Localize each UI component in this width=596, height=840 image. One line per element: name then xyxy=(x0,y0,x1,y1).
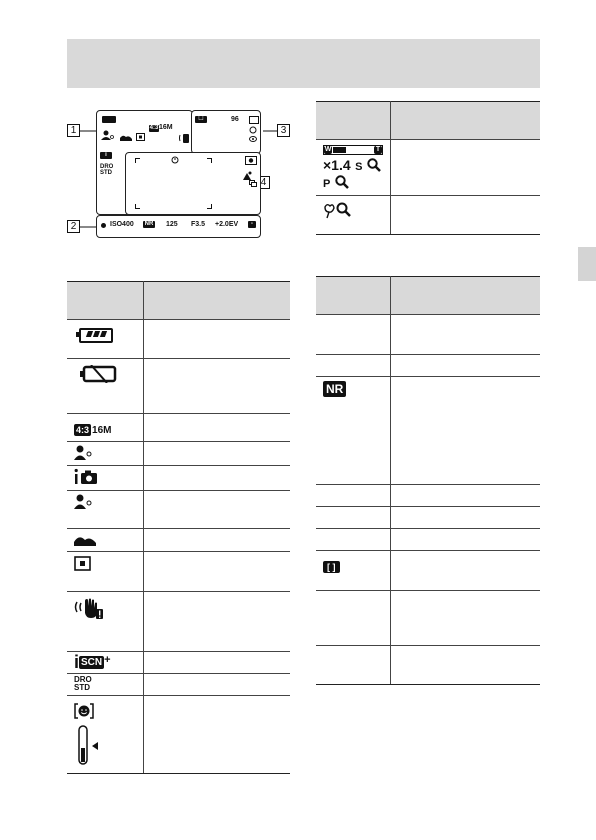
af-corner-tl xyxy=(135,158,140,163)
table-row xyxy=(316,507,540,529)
magnifier-icon xyxy=(367,158,381,172)
callout-4: 4 xyxy=(257,176,270,189)
zoom-bar xyxy=(323,145,383,155)
callout-3: 3 xyxy=(277,124,290,137)
lcd-dro-label: DRO xyxy=(100,164,114,170)
lcd-aspect-badge: 4:3 xyxy=(149,125,159,131)
lcd-iscn-icon: i xyxy=(100,152,112,159)
zoom-ratio: ×1.4 xyxy=(323,157,351,173)
left-indicator-table xyxy=(67,281,290,774)
lcd-focus-dot-icon xyxy=(101,223,106,228)
lcd-smile-icon xyxy=(245,156,257,168)
table-row xyxy=(316,646,540,685)
table-row xyxy=(316,485,540,507)
af-corner-tr xyxy=(207,158,212,163)
lcd-nr-badge: NR xyxy=(144,221,154,227)
lcd-iso: ISO400 xyxy=(110,221,134,228)
table-row xyxy=(67,320,290,359)
lcd-drive-icon xyxy=(249,180,257,187)
magnifier-icon xyxy=(335,175,349,189)
lcd-aspect-size xyxy=(149,116,173,134)
table-row xyxy=(67,491,290,529)
table-row xyxy=(316,315,540,355)
lcd-memory-icon: ☐ xyxy=(195,116,207,123)
dro-label: DRO xyxy=(74,675,92,684)
table-row xyxy=(316,529,540,551)
lcd-af-frame-icon: ▫ xyxy=(248,221,256,228)
table-row xyxy=(316,196,540,235)
lcd-shake-icon xyxy=(179,132,191,143)
aspect-size-icon xyxy=(74,420,143,438)
zoom-w-label: W xyxy=(324,146,332,153)
zoom-t-label: T xyxy=(375,146,381,153)
callout-1: 1 xyxy=(67,124,80,137)
table-row xyxy=(316,377,540,485)
table-row xyxy=(316,551,540,591)
lcd-spot-icon xyxy=(136,133,145,141)
lcd-mode-icon xyxy=(249,116,259,124)
right-indicator-table-1 xyxy=(316,101,540,235)
lcd-image-size: 16M xyxy=(159,124,173,131)
camera-shake-icon xyxy=(74,598,104,620)
table-row xyxy=(67,552,290,592)
table-row xyxy=(316,355,540,377)
right-indicator-table-2 xyxy=(316,276,540,685)
lcd-person-icon xyxy=(101,130,115,140)
chapter-tab xyxy=(578,247,596,281)
table-row xyxy=(67,696,290,774)
person-icon xyxy=(74,445,94,460)
af-corner-br xyxy=(207,204,212,209)
zoom-icon xyxy=(323,145,390,192)
af-corner-bl xyxy=(135,204,140,209)
table-row xyxy=(67,674,290,696)
table-row xyxy=(67,466,290,491)
callout-2: 2 xyxy=(67,220,80,233)
lcd-aperture: F3.5 xyxy=(191,221,206,228)
lcd-shutter: 125 xyxy=(166,221,178,228)
lcd-selftimer-icon xyxy=(171,156,181,164)
table-row xyxy=(67,652,290,674)
std-label: STD xyxy=(74,683,90,692)
table-row xyxy=(316,591,540,646)
table-row xyxy=(67,414,290,442)
battery-empty-icon xyxy=(79,365,117,383)
section-banner xyxy=(67,39,540,88)
table-row xyxy=(67,529,290,552)
intelligent-auto-icon xyxy=(74,468,98,485)
lcd-battery-icon xyxy=(102,116,116,123)
table-row xyxy=(67,442,290,466)
lcd-shot-count: 96 xyxy=(231,116,239,123)
nr-icon: NR xyxy=(323,381,346,397)
battery-full-icon xyxy=(79,328,113,343)
table-row xyxy=(67,592,290,652)
spot-metering-icon xyxy=(74,556,91,571)
macro-zoom-icon xyxy=(323,201,353,219)
person-icon xyxy=(74,494,94,509)
af-frame-icon: [ ] xyxy=(323,561,340,573)
lcd-exposure: +2.0EV xyxy=(215,221,239,228)
image-size-label: 16M xyxy=(92,425,112,436)
table-row xyxy=(316,140,540,196)
aspect-badge: 4:3 xyxy=(76,425,90,435)
lcd-dro-icon xyxy=(100,164,113,176)
landscape-icon xyxy=(74,534,96,546)
zoom-p-label: P xyxy=(323,178,331,190)
lcd-landscape-icon xyxy=(120,134,132,141)
table-row xyxy=(67,359,290,414)
lcd-std-label: STD xyxy=(100,170,112,176)
smile-detection-icon xyxy=(74,702,108,766)
scn-badge: SCN xyxy=(81,657,103,668)
lcd-flash-redeye-icons xyxy=(249,126,257,144)
scene-recognition-icon: i SCN + xyxy=(74,652,111,672)
lcd-diagram xyxy=(67,108,287,238)
dro-icon xyxy=(74,676,143,692)
area-4-box xyxy=(125,152,261,215)
zoom-s-label: S xyxy=(355,161,363,173)
